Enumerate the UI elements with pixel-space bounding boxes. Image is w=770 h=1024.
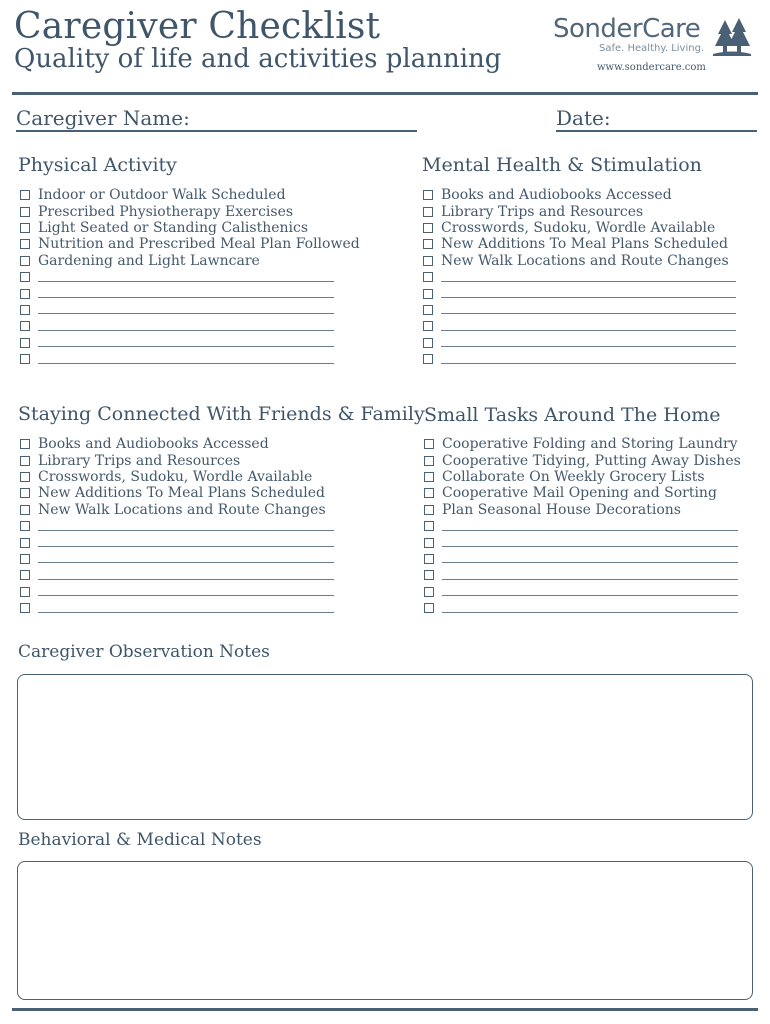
checkbox[interactable] xyxy=(423,289,433,299)
checklist-item xyxy=(20,469,340,485)
checklist-item-label: Library Trips and Resources xyxy=(441,203,644,220)
checkbox[interactable] xyxy=(423,305,433,315)
checklist-item-label: Collaborate On Weekly Grocery Lists xyxy=(442,468,705,485)
checklist-mental-health xyxy=(423,187,743,367)
checklist-blank-item xyxy=(424,518,744,534)
checklist-item xyxy=(424,436,744,452)
write-in-line[interactable] xyxy=(38,330,334,331)
write-in-line[interactable] xyxy=(38,346,334,347)
write-in-line[interactable] xyxy=(442,595,738,596)
brand-logo xyxy=(553,14,758,80)
checklist-item-label: Books and Audiobooks Accessed xyxy=(38,436,269,453)
checkbox[interactable] xyxy=(20,338,30,348)
checklist-item-label: Library Trips and Resources xyxy=(38,452,241,469)
checklist-item xyxy=(20,253,340,269)
date-label: Date: xyxy=(556,106,611,130)
page-subtitle: Quality of life and activities planning xyxy=(14,44,502,74)
checklist-item xyxy=(20,203,340,219)
checklist-blank-item xyxy=(20,351,340,367)
checklist-item-label: Crosswords, Sudoku, Wordle Available xyxy=(38,468,313,485)
checklist-blank-item xyxy=(424,567,744,583)
checkbox[interactable] xyxy=(20,505,30,515)
write-in-line[interactable] xyxy=(442,612,738,613)
checklist-blank-item xyxy=(20,551,340,567)
checklist-blank-item xyxy=(20,584,340,600)
pine-trees-icon xyxy=(711,16,753,58)
checkbox[interactable] xyxy=(20,570,30,580)
checkbox[interactable] xyxy=(20,472,30,482)
checklist-item-label: Prescribed Physiotherapy Exercises xyxy=(38,203,294,220)
checklist-blank-item xyxy=(423,285,743,301)
brand-tagline: Safe. Healthy. Living. xyxy=(599,43,705,54)
checklist-item xyxy=(423,187,743,203)
checklist-item-label: Indoor or Outdoor Walk Scheduled xyxy=(38,187,286,204)
checklist-physical-activity xyxy=(20,187,360,367)
checklist-blank-item xyxy=(20,534,340,550)
checklist-item xyxy=(424,485,744,501)
checklist-blank-item xyxy=(20,518,340,534)
checklist-item xyxy=(20,452,340,468)
checklist-blank-item xyxy=(424,551,744,567)
write-in-line[interactable] xyxy=(38,313,334,314)
checklist-blank-item xyxy=(423,302,743,318)
write-in-line[interactable] xyxy=(441,313,736,314)
checklist-item-label: Books and Audiobooks Accessed xyxy=(441,187,672,204)
checklist-item-label: Cooperative Mail Opening and Sorting xyxy=(442,485,717,502)
checklist-item-label: Cooperative Folding and Storing Laundry xyxy=(442,436,738,453)
checklist-blank-item xyxy=(20,335,340,351)
checkbox[interactable] xyxy=(20,488,30,498)
checklist-blank-item xyxy=(423,351,743,367)
checklist-item xyxy=(423,253,743,269)
checklist-blank-item xyxy=(20,269,340,285)
checklist-blank-item xyxy=(20,285,340,301)
section-title-physical-activity: Physical Activity xyxy=(18,154,177,176)
section-title-small-tasks: Small Tasks Around The Home xyxy=(424,404,721,426)
checklist-item xyxy=(423,220,743,236)
checkbox[interactable] xyxy=(424,505,434,515)
footer-divider xyxy=(12,1008,758,1011)
checkbox[interactable] xyxy=(20,256,30,266)
write-in-line[interactable] xyxy=(441,363,736,364)
checkbox[interactable] xyxy=(20,190,30,200)
brand-url: www.sondercare.com xyxy=(597,62,706,73)
checkbox[interactable] xyxy=(20,521,30,531)
caregiver-name-label: Caregiver Name: xyxy=(16,106,190,130)
page-title: Caregiver Checklist xyxy=(14,6,381,47)
checkbox[interactable] xyxy=(423,190,433,200)
checkbox[interactable] xyxy=(424,538,434,548)
checklist-item xyxy=(20,436,340,452)
date-field[interactable] xyxy=(556,130,757,132)
brand-name: SonderCare xyxy=(553,14,701,44)
write-in-line[interactable] xyxy=(442,579,738,580)
checkbox[interactable] xyxy=(423,272,433,282)
write-in-line[interactable] xyxy=(38,612,334,613)
observation-notes-label: Caregiver Observation Notes xyxy=(18,642,270,662)
checkbox[interactable] xyxy=(424,439,434,449)
checkbox[interactable] xyxy=(20,239,30,249)
write-in-line[interactable] xyxy=(441,330,736,331)
behavioral-notes-label: Behavioral & Medical Notes xyxy=(18,830,262,850)
checkbox[interactable] xyxy=(424,603,434,613)
header-divider xyxy=(12,92,758,95)
checklist-blank-item xyxy=(423,318,743,334)
checkbox[interactable] xyxy=(424,488,434,498)
write-in-line[interactable] xyxy=(441,281,736,282)
checkbox[interactable] xyxy=(423,239,433,249)
write-in-line[interactable] xyxy=(442,546,738,547)
checklist-small-tasks xyxy=(424,436,744,616)
checklist-item xyxy=(424,502,744,518)
checkbox[interactable] xyxy=(424,587,434,597)
checklist-blank-item xyxy=(424,584,744,600)
section-title-staying-connected: Staying Connected With Friends & Family xyxy=(18,403,425,425)
checklist-item xyxy=(20,187,340,203)
checklist-item-label: Plan Seasonal House Decorations xyxy=(442,501,681,518)
behavioral-notes-box[interactable] xyxy=(17,861,753,1000)
checkbox[interactable] xyxy=(423,321,433,331)
checklist-item-label: Crosswords, Sudoku, Wordle Available xyxy=(441,219,716,236)
checkbox[interactable] xyxy=(20,456,30,466)
write-in-line[interactable] xyxy=(38,546,334,547)
checkbox[interactable] xyxy=(20,305,30,315)
checkbox[interactable] xyxy=(424,570,434,580)
write-in-line[interactable] xyxy=(38,363,334,364)
checklist-item-label: New Walk Locations and Route Changes xyxy=(441,252,729,269)
checklist-item-label: Nutrition and Prescribed Meal Plan Followed xyxy=(38,236,360,253)
checklist-blank-item xyxy=(423,269,743,285)
checkbox[interactable] xyxy=(423,338,433,348)
checklist-blank-item xyxy=(20,302,340,318)
checklist-blank-item xyxy=(20,318,340,334)
caregiver-name-field[interactable] xyxy=(16,130,417,132)
write-in-line[interactable] xyxy=(38,281,334,282)
checklist-blank-item xyxy=(424,600,744,616)
checkbox[interactable] xyxy=(20,603,30,613)
checkbox[interactable] xyxy=(423,207,433,217)
write-in-line[interactable] xyxy=(441,346,736,347)
checklist-item-label: Cooperative Tidying, Putting Away Dishes xyxy=(442,452,741,469)
write-in-line[interactable] xyxy=(38,595,334,596)
checklist-item-label: New Additions To Meal Plans Scheduled xyxy=(441,236,729,253)
checklist-blank-item xyxy=(424,534,744,550)
checklist-item xyxy=(423,236,743,252)
write-in-line[interactable] xyxy=(441,297,736,298)
checkbox[interactable] xyxy=(20,289,30,299)
checkbox[interactable] xyxy=(20,538,30,548)
checklist-item xyxy=(20,220,340,236)
checkbox[interactable] xyxy=(423,256,433,266)
checkbox[interactable] xyxy=(20,223,30,233)
observation-notes-box[interactable] xyxy=(17,674,753,820)
checklist-item-label: Gardening and Light Lawncare xyxy=(38,252,260,269)
checklist-item xyxy=(20,485,340,501)
checkbox[interactable] xyxy=(20,439,30,449)
checkbox[interactable] xyxy=(20,272,30,282)
write-in-line[interactable] xyxy=(38,297,334,298)
section-title-mental-health: Mental Health & Stimulation xyxy=(422,154,702,176)
checkbox[interactable] xyxy=(423,354,433,364)
checkbox[interactable] xyxy=(20,587,30,597)
checklist-item-label: New Walk Locations and Route Changes xyxy=(38,501,326,518)
checkbox[interactable] xyxy=(424,456,434,466)
checkbox[interactable] xyxy=(423,223,433,233)
checklist-blank-item xyxy=(20,600,340,616)
checklist-item xyxy=(424,452,744,468)
checklist-item xyxy=(20,502,340,518)
checklist-item-label: Light Seated or Standing Calisthenics xyxy=(38,219,309,236)
checklist-blank-item xyxy=(423,335,743,351)
checklist-staying-connected xyxy=(20,436,340,616)
write-in-line[interactable] xyxy=(442,530,738,531)
checklist-item xyxy=(423,203,743,219)
write-in-line[interactable] xyxy=(38,562,334,563)
checkbox[interactable] xyxy=(424,472,434,482)
checkbox[interactable] xyxy=(424,554,434,564)
checkbox[interactable] xyxy=(20,207,30,217)
checkbox[interactable] xyxy=(20,321,30,331)
write-in-line[interactable] xyxy=(38,579,334,580)
checkbox[interactable] xyxy=(20,554,30,564)
write-in-line[interactable] xyxy=(442,562,738,563)
checklist-item xyxy=(20,236,360,253)
checklist-blank-item xyxy=(20,567,340,583)
write-in-line[interactable] xyxy=(38,530,334,531)
checkbox[interactable] xyxy=(20,354,30,364)
checklist-item xyxy=(424,469,744,485)
checkbox[interactable] xyxy=(424,521,434,531)
checklist-item-label: New Additions To Meal Plans Scheduled xyxy=(38,485,326,502)
